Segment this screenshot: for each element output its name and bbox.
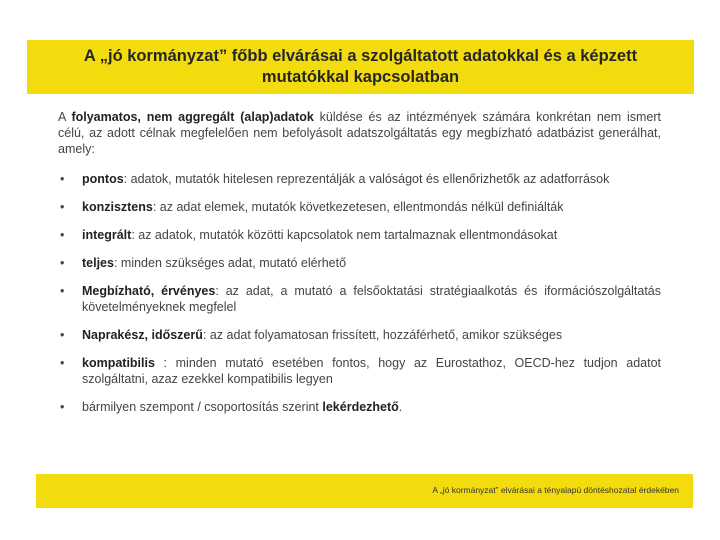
bullet-icon: •	[60, 400, 65, 414]
footer-banner	[36, 474, 693, 508]
bullet-icon: •	[60, 284, 65, 298]
item-text: : minden szükséges adat, mutató elérhető	[113, 256, 347, 270]
item-text: .	[398, 400, 403, 414]
item-term: teljes	[82, 256, 114, 270]
bullet-icon: •	[60, 328, 65, 342]
item-term: lekérdezhető	[322, 400, 399, 414]
item-prefix: bármilyen szempont / csoportosítás szerint	[82, 400, 323, 414]
item-term: Megbízható, érvényes	[82, 284, 216, 298]
list-item	[58, 255, 661, 271]
list-item	[58, 399, 661, 415]
bullet-icon: •	[60, 228, 65, 242]
intro-rest: küldése és az intézmények számára konkrétan nem ismert célú, az adott célnak megfelelően nem befolyásolt adatszolgáltatás egy megbízható adatbázist generálhat, amely:	[58, 110, 661, 156]
item-text: : az adat elemek, mutatók következetesen, ellentmondás nélkül definiálták	[152, 200, 564, 214]
requirements-list	[58, 171, 661, 415]
intro-paragraph	[58, 109, 661, 157]
list-item	[58, 327, 661, 343]
list-item	[58, 227, 661, 243]
item-text: : minden mutató esetében fontos, hogy az Eurostathoz, OECD-hez tudjon adatot szolgáltatni, azaz ezekkel kompatibilis legyen	[82, 356, 661, 386]
item-term: integrált	[82, 228, 132, 242]
list-item	[58, 199, 661, 215]
bullet-icon: •	[60, 356, 65, 370]
item-term: pontos	[82, 172, 124, 186]
bullet-icon: •	[60, 200, 65, 214]
item-term: kompatibilis	[82, 356, 155, 370]
title-banner	[27, 40, 694, 94]
list-item	[58, 171, 661, 187]
footer-text: A „jó kormányzat” elvárásai a tényalapú döntéshozatal érdekében	[432, 485, 679, 495]
item-text: : az adat, a mutató a felsőoktatási stratégiaalkotás és iformációszolgáltatás követelményeknek megfelel	[82, 284, 661, 314]
item-text: : az adatok, mutatók közötti kapcsolatok nem tartalmaznak ellentmondásokat	[131, 228, 558, 242]
list-item	[58, 355, 661, 387]
intro-bold: folyamatos, nem aggregált (alap)adatok	[71, 110, 314, 124]
bullet-icon: •	[60, 256, 65, 270]
item-text: : adatok, mutatók hitelesen reprezentálják a valóságot és ellenőrizhetők az adatforrások	[123, 172, 610, 186]
slide-title: A „jó kormányzat” főbb elvárásai a szolgáltatott adatokkal és a képzett mutatókkal kapcsolatban	[83, 47, 638, 86]
list-item	[58, 283, 661, 315]
item-term: Naprakész, időszerű	[82, 328, 203, 342]
item-term: konzisztens	[82, 200, 153, 214]
item-text: : az adat folyamatosan frissített, hozzáférhető, amikor szükséges	[202, 328, 563, 342]
intro-prefix: A	[58, 110, 72, 124]
bullet-icon: •	[60, 172, 65, 186]
